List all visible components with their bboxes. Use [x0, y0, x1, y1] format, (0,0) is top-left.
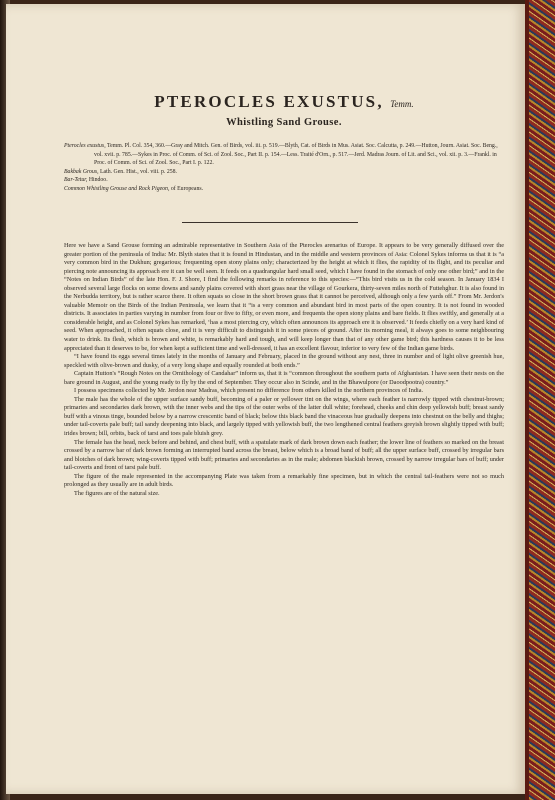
- paragraph: The female has the head, neck before and behind, and chest buff, with a spatulate mark of dark brown down each feather; the lower line of feathers so marked on the breast crossed by a narrow bar of dark brown forming an interrupted band across the breast, below which is a broad band of buff; all the upper surface buff, crossed by irregular bars and blotches of dark brown; wing-coverts tipped with buff; primaries and secondaries as in the male; abdomen blackish brown, crossed by narrow irregular bars of buff; under tail-coverts and front of tarsi pale buff.: [64, 438, 504, 472]
- page: [6, 4, 525, 794]
- body-text: [64, 242, 504, 498]
- paragraph: Here we have a Sand Grouse forming an admirable representative in Southern Asia of the Pterocles arenarius of Europe. It appears to be very generally diffused over the greater portion of the peninsula of India: Mr. Blyth states that it is found in Hindustan, and in the middle and western provinces of Asia: Colonel Sykes informs us that it is “a very common bird in the Dukhun; gregarious; frequenting open stony plains only; characterized by the height at which it flies, the rapidity of its flight, and its peculiar and piercing note announcing its approach ere it can be well seen. It feeds on a quadrangular hard small seed, which I have found in the stomach of only one other bird;” and in the “Notes on Indian Birds” of the late Hon. F. J. Shore, I find the following remarks in reference to this species:—“This bird visits us in the cold season. In January 1834 I observed several large flocks on some downs and sandy plains covered with short grass near the village of Gourkera, thirty-seven miles north of Futtehghur. It is also found in the Nerbudda territory, but is rather scarce there. It often squats so close in the short brown grass that it cannot be perceived, although only a few yards off.” From Mr. Jerdon's valuable Memoir on the Birds of the Indian Peninsula, we learn that it “is a very common and abundant bird in most parts of the open country. It is not found in wooded districts. It associates in parties varying in number from four or five to fifty, or even more, and frequents the open stony plains and bare fields. It flies swiftly, and generally at a considerable height, and as Colonel Sykes has remarked, ‘has a most piercing cry, which often announces its approach ere it is observed.’ It feeds chiefly on a very hard kind of seed. When approached, it often squats close, and it is very difficult to distinguish it in some pieces of ground. After its morning meal, it always goes to some neighbouring water to drink. Its flesh, which is brown and white, is remarkably hard and tough, and will keep longer than that of any other game bird; this hardness causes it to be less appreciated than it deserves to be, for when kept a sufficient time and well-dressed, it has an excellent flavour, inferior to very few of the Indian game birds.: [64, 242, 504, 352]
- paragraph: The figure of the male represented in the accompanying Plate was taken from a remarkably fine specimen, but in which the central tail-feathers were not so much prolonged as they usually are in adult birds.: [64, 472, 504, 489]
- species-author: Temm.: [390, 99, 414, 109]
- paragraph: The male has the whole of the upper surface sandy buff, becoming of a paler or yellower tint on the wings, where each feather is narrowly tipped with chestnut-brown; primaries and secondaries dark brown, with the inner webs and the tips of the outer webs of the latter dull white; forehead, cheeks and chin deep yellowish buff; breast sandy buff with a vinous tinge, bounded below by a narrow crescentic band of black; below this black band the vinaceous hue gradually deepens into chestnut on the belly and thighs; under tail-coverts pale buff; tail sandy deepening into black, and largely tipped with yellowish buff, the two lengthened central feathers greyish brown slightly tipped with buff; irides brown; bill, orbits, back of tarsi and toes pale bluish grey.: [64, 395, 504, 438]
- synonymy-entry: Bakbak Grous, Lath. Gen. Hist., vol. viii. p. 258.: [64, 168, 177, 175]
- species-name: PTEROCLES EXUSTUS,: [154, 92, 384, 111]
- paragraph: The figures are of the natural size.: [74, 489, 160, 497]
- paragraph: “I have found its eggs several times lately in the months of January and February, placed in the ground without any nest, three in number and of light olive greenish hue, speckled with olive-brown and dusky, of a very long shape and equally rounded at both ends.”: [64, 353, 504, 369]
- paragraph: Captain Hutton's “Rough Notes on the Ornithology of Candahar” inform us, that it is “common throughout the southern parts of Afghanistan. I have seen their nests on the bare ground in August, and the young ready to fly by the end of September. They occur also in Scinde, and in the Bhawulpore (or Daoodpootra) country.”: [64, 370, 504, 386]
- paragraph: I possess specimens collected by Mr. Jerdon near Madras, which present no difference from others killed in the northern provinces of India.: [74, 387, 424, 395]
- marbled-endpaper: [525, 0, 555, 800]
- synonymy-entry: Bar-Tetur, Hindoo.: [64, 177, 108, 184]
- synonymy-list: [64, 142, 504, 194]
- synonymy-entry: Pterocles exustus, Temm. Pl. Col. 354, 360.—Gray and Mitch. Gen. of Birds, vol. iii. p. 519.—Blyth, Cat. of Birds in Mus. Asiat. Soc. Calcutta, p. 249.—Hutton, Journ. Asiat. Soc. Beng., vol. xvii. p. 785.—Sykes in Proc. of Comm. of Sci. of Zool. Soc., Part II. p. 154.—Less. Traité d'Orn., p. 517.—Jerd. Madras Journ. of Lit. and Sci., vol. xii. p. 3.—Frankl. in Proc. of Comm. of Sci. of Zool. Soc., Part I. p. 122.: [64, 143, 498, 167]
- common-name: Whistling Sand Grouse.: [226, 117, 342, 128]
- synonymy-entry: Common Whistling Grouse and Rock Pigeon, of Europeans.: [64, 185, 204, 192]
- divider-rule: [182, 222, 358, 223]
- species-title: [64, 92, 504, 112]
